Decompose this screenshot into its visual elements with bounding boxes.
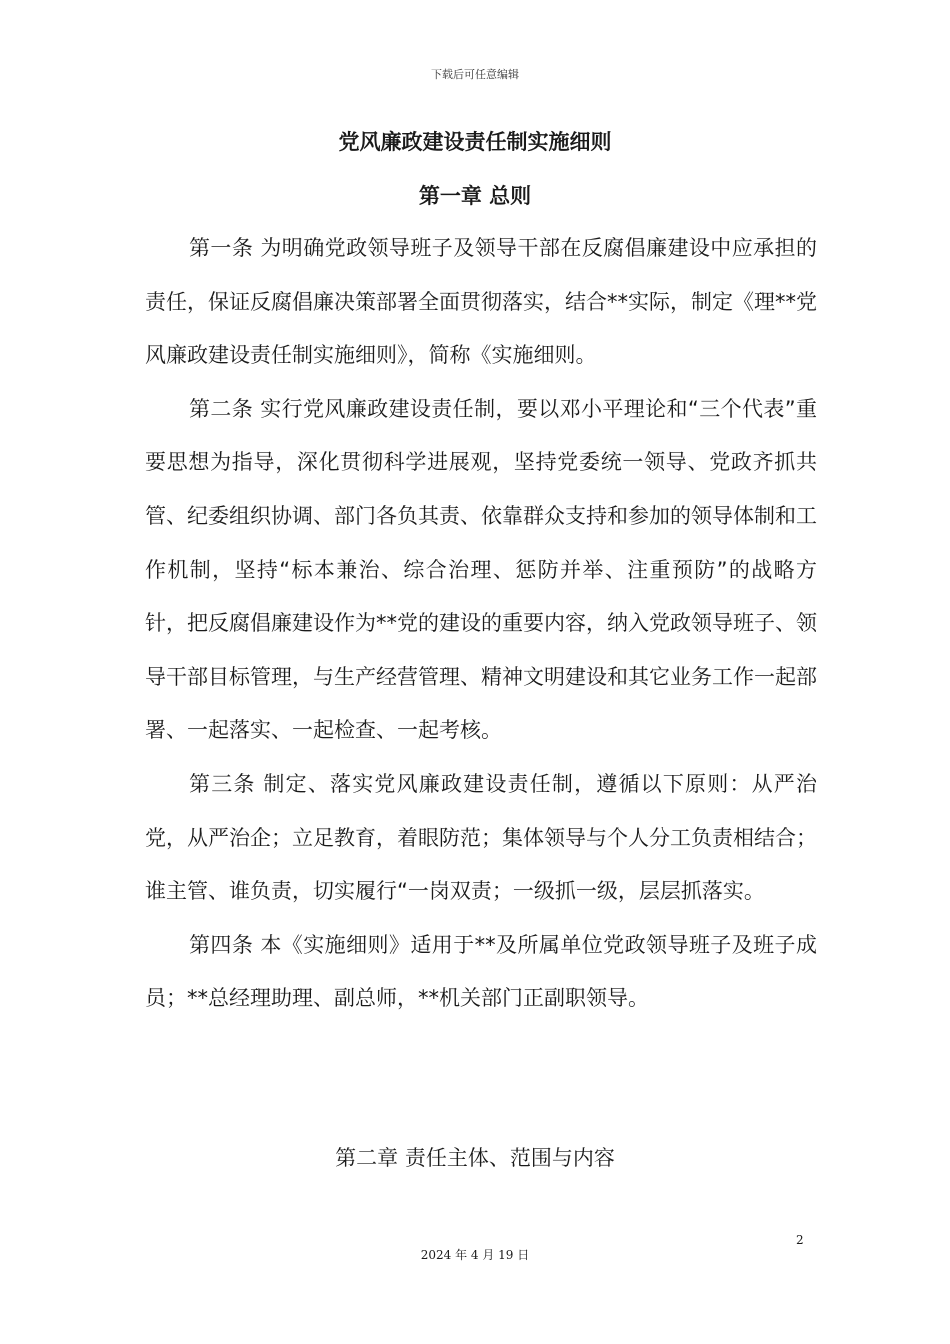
chapter-2-title: 第二章 责任主体、范围与内容 (335, 1146, 615, 1170)
article-2-paragraph: 第二条 实行党风廉政建设责任制，要以邓小平理论和“三个代表”重要思想为指导，深化贯彻科学进展观，坚持党委统一领导、党政齐抓共管、纪委组织协调、部门各负其责、依靠群众支持和参加的领导体制和工作机制，坚持“标本兼治、综合治理、惩防并举、注重预防”的战略方针，把反腐倡廉建设作为**党的建设的重要内容，纳入党政领导班子、领导干部目标管理，与生产经营管理、精神文明建设和其它业务工作一起部署、一起落实、一起检查、一起考核。 (145, 396, 817, 743)
page-number: 2 (796, 1233, 804, 1247)
article-3-paragraph: 第三条 制定、落实党风廉政建设责任制，遵循以下原则：从严治党，从严治企；立足教育，着眼防范；集体领导与个人分工负责相结合；谁主管、谁负责，切实履行“一岗双责；一级抓一级，层层抓落实。 (145, 771, 817, 904)
article-4-paragraph: 第四条 本《实施细则》适用于**及所属单位党政领导班子及班子成员；**总经理助理、副总师，**机关部门正副职领导。 (145, 932, 817, 1011)
header-note: 下载后可任意编辑 (431, 68, 519, 81)
chapter-1-title: 第一章 总则 (418, 184, 532, 208)
document-body (145, 222, 817, 1026)
article-1-paragraph: 第一条 为明确党政领导班子及领导干部在反腐倡廉建设中应承担的责任，保证反腐倡廉决策部署全面贯彻落实，结合**实际，制定《理**党风廉政建设责任制实施细则》，简称《实施细则。 (145, 236, 817, 368)
document-title: 党风廉政建设责任制实施细则 (338, 130, 612, 154)
footer-date: 2024 年 4 月 19 日 (420, 1248, 530, 1262)
